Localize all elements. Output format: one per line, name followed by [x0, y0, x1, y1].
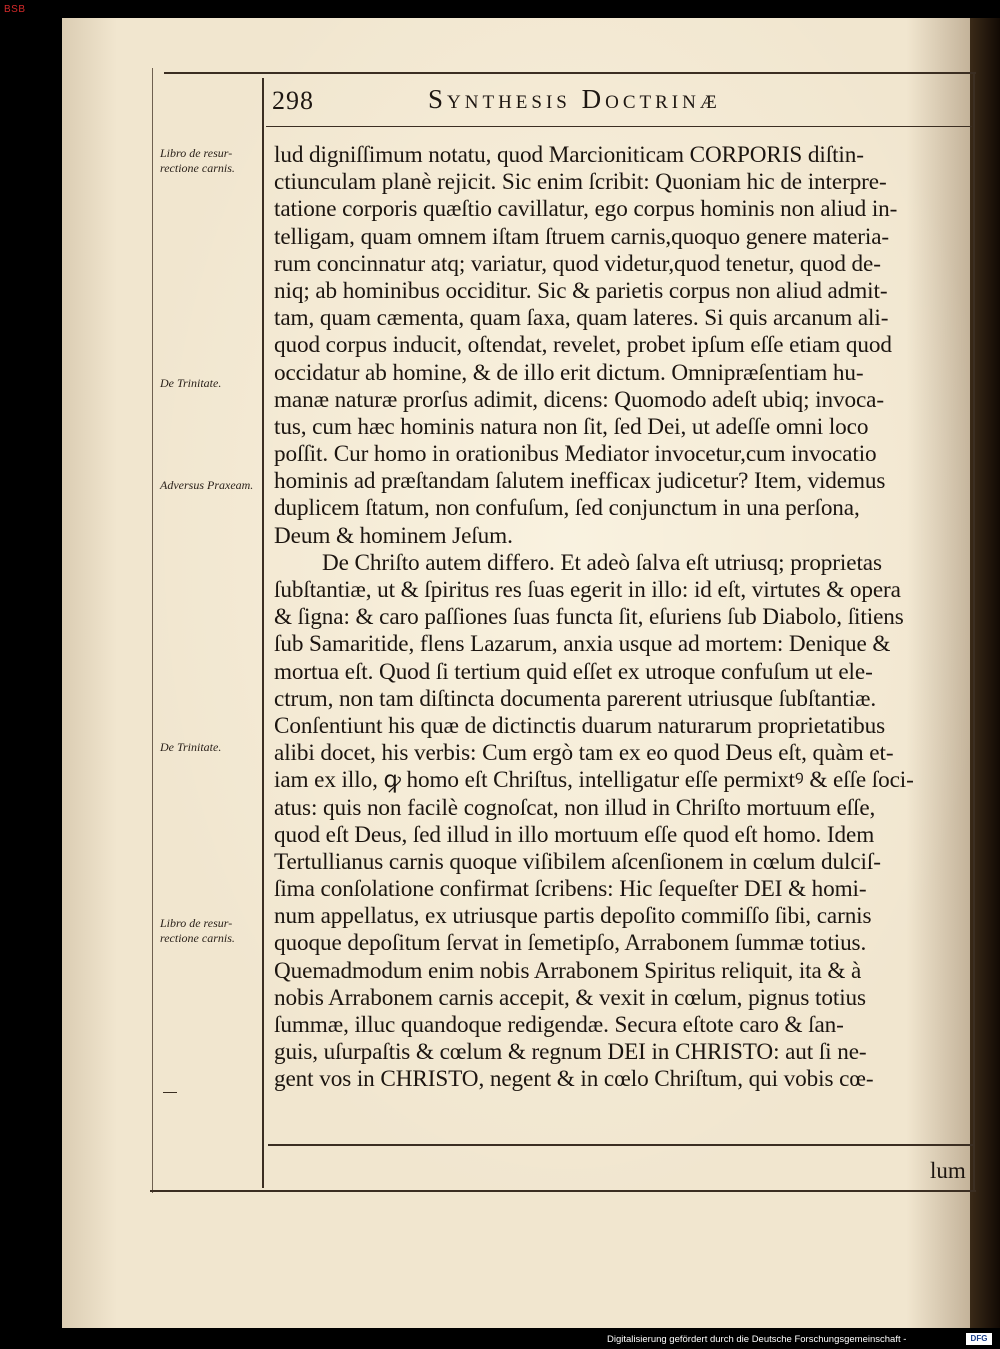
- text-line: ctiunculam planè rejicit. Sic enim ſcribit: Quoniam hic de interpre-: [274, 169, 887, 196]
- text-bottom-rule: [268, 1144, 973, 1146]
- digitization-credit: Digitalisierung gefördert durch die Deutsche Forschungsgemeinschaft -: [607, 1334, 907, 1345]
- text-line: niq; ab hominibus occiditur. Sic & parietis corpus non aliud admit-: [274, 277, 888, 304]
- text-line: nobis Arrabonem carnis accepit, & vexit in cœlum, pignus totius: [274, 984, 866, 1011]
- text-line: Tertullianus carnis quoque viſibilem aſcenſionem in cœlum dulciſ-: [274, 848, 881, 875]
- text-line: ſima conſolatione confirmat ſcribens: Hic ſequeſter DEI & homi-: [274, 876, 867, 903]
- text-line: hominis ad præſtandam ſalutem inefficax judicetur? Item, videmus: [274, 468, 886, 495]
- text-line: ctrum, non tam diſtincta documenta parerent utriusque ſubſtantiæ.: [274, 685, 877, 712]
- library-mark: BSB: [4, 4, 26, 15]
- running-title: Synthesis Doctrinæ: [428, 84, 721, 114]
- text-line: ſub Samaritide, flens Lazarum, anxia usque ad mortem: Denique &: [274, 631, 891, 658]
- text-line: quod corpus inducit, oſtendat, revelet, probet ipſum eſſe etiam quod: [274, 332, 892, 359]
- frame-bottom-rule: [150, 1190, 976, 1192]
- text-line: tam, quam cæmenta, quam ſaxa, quam lateres. Si quis arcanum ali-: [274, 305, 889, 332]
- text-line: Deum & hominem Jeſum.: [274, 522, 513, 549]
- page-number: 298: [272, 86, 314, 115]
- text-line: alibi docet, his verbis: Cum ergò tam ex eo quod Deus eſt, quàm et-: [274, 740, 894, 767]
- text-line: quod eſt Deus, ſed illud in illo mortuum eſſe quod eſt homo. Idem: [274, 821, 875, 848]
- body-text: [274, 142, 974, 1094]
- text-line: tus, cum hæc hominis natura non ſit, ſed Dei, ut adeſſe omni loco: [274, 413, 869, 440]
- text-line: num appellatus, ex utriusque partis depoſito commiſſo ſibi, carnis: [274, 903, 872, 930]
- header-rule: [266, 126, 972, 127]
- margin-note: De Trinitate.: [160, 376, 222, 390]
- text-line: poſſit. Cur homo in orationibus Mediator invocetur,cum invocatio: [274, 441, 877, 468]
- text-line: & ſigna: & caro paſſiones ſuas functa ſit, eſuriens ſub Diabolo, ſitiens: [274, 604, 904, 631]
- margin-note: Libro de resur-rectione carnis.: [160, 916, 235, 945]
- margin-tick: [163, 1092, 177, 1093]
- text-line: De Chriſto autem differo. Et adeò ſalva eſt utriusq; proprietas: [322, 549, 882, 576]
- margin-note: De Trinitate.: [160, 740, 222, 754]
- text-line: Quemadmodum enim nobis Arrabonem Spiritus reliquit, ita & à: [274, 957, 862, 984]
- text-line: guis, uſurpaſtis & cœlum & regnum DEI in CHRISTO: aut ſi ne-: [274, 1039, 867, 1066]
- margin-note: Libro de resur-rectione carnis.: [160, 146, 235, 175]
- text-line: telligam, quam omnem iſtam ſtruem carnis,quoquo genere materia-: [274, 223, 890, 250]
- text-line: Conſentiunt his quæ de dictinctis duarum naturarum proprietatibus: [274, 712, 886, 739]
- dfg-logo: DFG: [966, 1333, 992, 1345]
- frame-top-rule: [164, 72, 976, 74]
- text-line: ſummæ, illuc quandoque redigendæ. Secura eſtote caro & ſan-: [274, 1012, 844, 1038]
- text-line: iam ex illo, ꝙ homo eſt Chriſtus, intelligatur eſſe permixtꝰ & eſſe ſoci-: [274, 767, 914, 794]
- frame-left-rule: [152, 68, 153, 1193]
- catchword: lum: [930, 1158, 966, 1183]
- text-line: quoque depoſitum ſervat in ſemetipſo, Arrabonem ſummæ totius.: [274, 930, 867, 957]
- margin-column-rule: [262, 78, 264, 1188]
- text-line: mortua eſt. Quod ſi tertium quid eſſet ex utroque confuſum ut ele-: [274, 658, 873, 685]
- text-line: duplicem ſtatum, non confuſum, ſed conjunctum in una perſona,: [274, 495, 860, 522]
- text-line: rum concinnatur atq; variatur, quod videtur,quod tenetur, quod de-: [274, 250, 881, 277]
- margin-note: Adversus Praxeam.: [160, 478, 254, 492]
- text-line: lud digniſſimum notatu, quod Marcioniticam CORPORIS diſtin-: [274, 142, 864, 168]
- text-line: occidatur ab homine, & de illo erit dictum. Omnipræſentiam hu-: [274, 359, 864, 386]
- text-line: atus: quis non facilè cognoſcat, non illud in Chriſto mortuum eſſe,: [274, 794, 876, 821]
- text-line: ſubſtantiæ, ut & ſpiritus res ſuas egerit in illo: id eſt, virtutes & opera: [274, 577, 901, 603]
- text-line: manæ naturæ prorſus adimit, dicens: Quomodo adeſt ubiq; invoca-: [274, 386, 884, 413]
- text-line: tatione corporis quæſtio cavillatur, ego corpus hominis non aliud in-: [274, 196, 898, 223]
- text-line: gent vos in CHRISTO, negent & in cœlo Chriſtum, qui vobis cœ-: [274, 1066, 874, 1093]
